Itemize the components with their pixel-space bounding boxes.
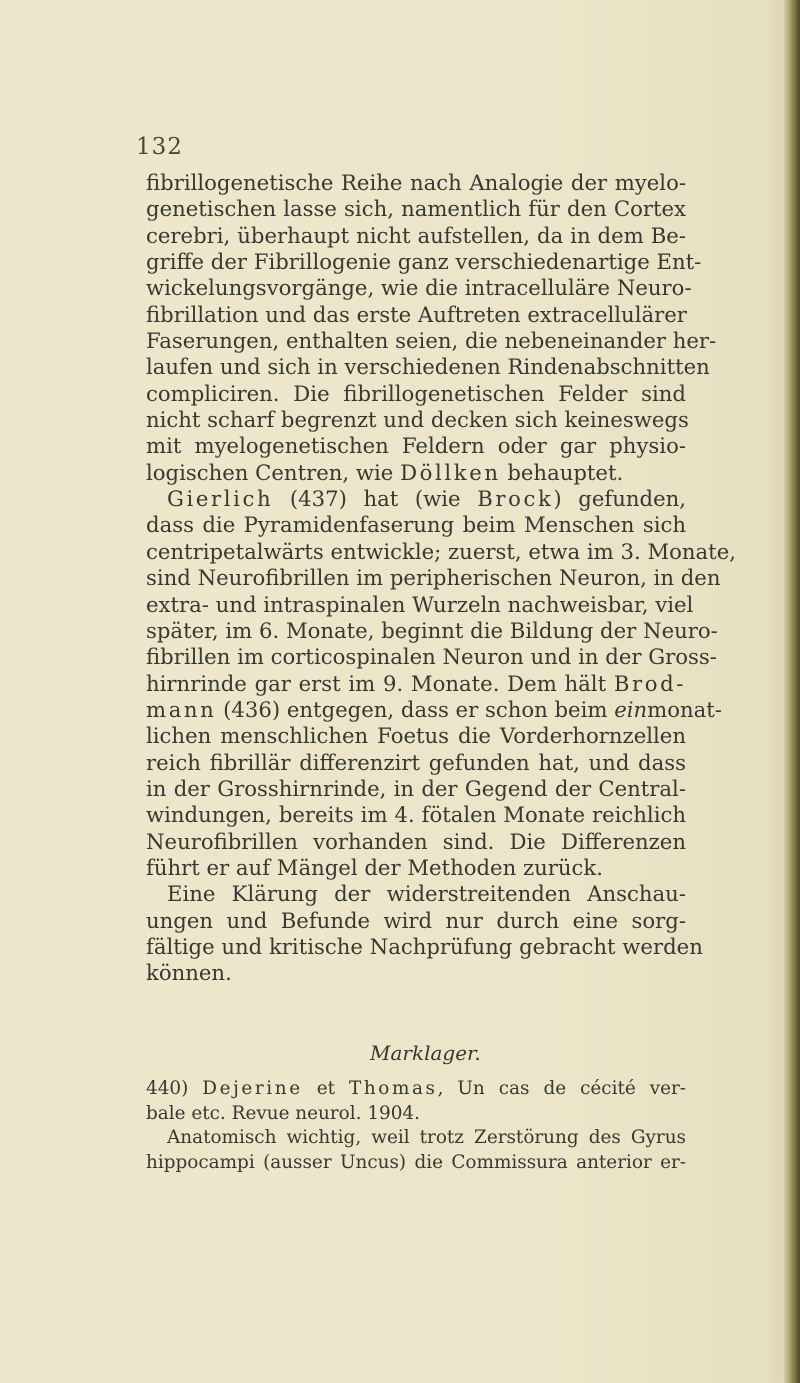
text-line: dass die Pyramidenfaserung beim Menschen sich xyxy=(146,512,686,538)
text-line: in der Grosshirnrinde, in der Gegend der Central- xyxy=(146,775,686,801)
author-name: Gierlich xyxy=(167,486,274,512)
text-fragment: (437) hat (wie xyxy=(273,486,478,512)
page-edge-shadow xyxy=(784,0,800,1383)
text-line: Neurofibrillen vorhanden sind. Die Differenzen xyxy=(146,828,686,854)
text-line: compliciren. Die fibrillogenetischen Felder sind xyxy=(146,380,686,406)
text-fragment: monat- xyxy=(647,696,722,722)
page-number: 132 xyxy=(136,134,183,160)
text-line: laufen und sich in verschiedenen Rindenabschnitten xyxy=(146,354,710,380)
footnote-line xyxy=(146,1077,686,1102)
author-name: Döllken xyxy=(400,459,501,485)
footnote-line: hippocampi (ausser Uncus) die Commissura anterior er- xyxy=(146,1151,686,1173)
text-line: nicht scharf begrenzt und decken sich keineswegs xyxy=(146,407,689,433)
text-line: wickelungsvorgänge, wie die intracelluläre Neuro- xyxy=(146,275,692,301)
footnote-line: Anatomisch wichtig, weil trotz Zerstörung des Gyrus xyxy=(167,1127,686,1148)
text-fragment: logischen Centren, wie xyxy=(146,459,401,485)
text-line xyxy=(146,696,722,723)
text-line: führt er auf Mängel der Methoden zurück. xyxy=(146,854,603,880)
text-fragment: ) gefunden, xyxy=(553,486,686,512)
text-line: genetischen lasse sich, namentlich für den Cortex xyxy=(146,196,686,222)
text-fragment: , Un cas de cécité ver- xyxy=(437,1078,687,1099)
author-name: Dejerine xyxy=(202,1078,303,1099)
body-text xyxy=(146,170,736,987)
section-heading: Marklager. xyxy=(370,1041,481,1065)
text-line: können. xyxy=(146,960,232,986)
text-line: griffe der Fibrillogenie ganz verschiedenartige Ent- xyxy=(146,249,702,275)
text-line: fibrillen im corticospinalen Neuron und in der Gross- xyxy=(146,644,717,670)
text-fragment: (436) entgegen, dass er schon beim xyxy=(216,696,615,722)
text-line: ungen und Befunde wird nur durch eine sorg- xyxy=(146,907,686,933)
text-line: fibrillation und das erste Auftreten extracellulärer xyxy=(146,301,687,327)
author-name: mann xyxy=(146,696,217,722)
text-fragment: hirnrinde gar erst im 9. Monate. Dem hält xyxy=(146,670,614,696)
text-line: extra- und intraspinalen Wurzeln nachweisbar, viel xyxy=(146,591,694,617)
text-line: Faserungen, enthalten seien, die nebeneinander her- xyxy=(146,328,717,354)
text-line xyxy=(146,460,686,486)
text-line: centripetalwärts entwickle; zuerst, etwa im 3. Monate, xyxy=(146,538,736,564)
text-line: cerebri, überhaupt nicht aufstellen, da in dem Be- xyxy=(146,222,686,248)
text-line: fältige und kritische Nachprüfung gebracht werden xyxy=(146,933,703,959)
author-name: Thomas xyxy=(348,1078,438,1099)
text-line: windungen, bereits im 4. fötalen Monate reichlich xyxy=(146,802,686,828)
footnote-block xyxy=(146,1077,686,1175)
emphasis-text: ein xyxy=(614,696,648,722)
text-line: später, im 6. Monate, beginnt die Bildung der Neuro- xyxy=(146,617,718,643)
text-fragment: et xyxy=(302,1078,349,1099)
author-name: Brod- xyxy=(613,670,686,696)
text-line: fibrillogenetische Reihe nach Analogie der myelo- xyxy=(146,170,686,195)
text-fragment: behauptet. xyxy=(500,459,624,485)
text-line: reich fibrillär differenzirt gefunden hat, und dass xyxy=(146,749,686,775)
text-line: lichen menschlichen Foetus die Vorderhornzellen xyxy=(146,723,686,749)
footnote-number: 440) xyxy=(146,1078,203,1099)
footnote-line: bale etc. Revue neurol. 1904. xyxy=(146,1102,420,1124)
text-line: sind Neurofibrillen im peripherischen Neuron, in den xyxy=(146,565,721,591)
text-line: mit myelogenetischen Feldern oder gar physio- xyxy=(146,433,686,459)
text-line xyxy=(146,486,686,512)
text-line: Eine Klärung der widerstreitenden Anschau- xyxy=(167,881,686,907)
author-name: Brock xyxy=(477,486,554,512)
text-line xyxy=(146,671,686,697)
